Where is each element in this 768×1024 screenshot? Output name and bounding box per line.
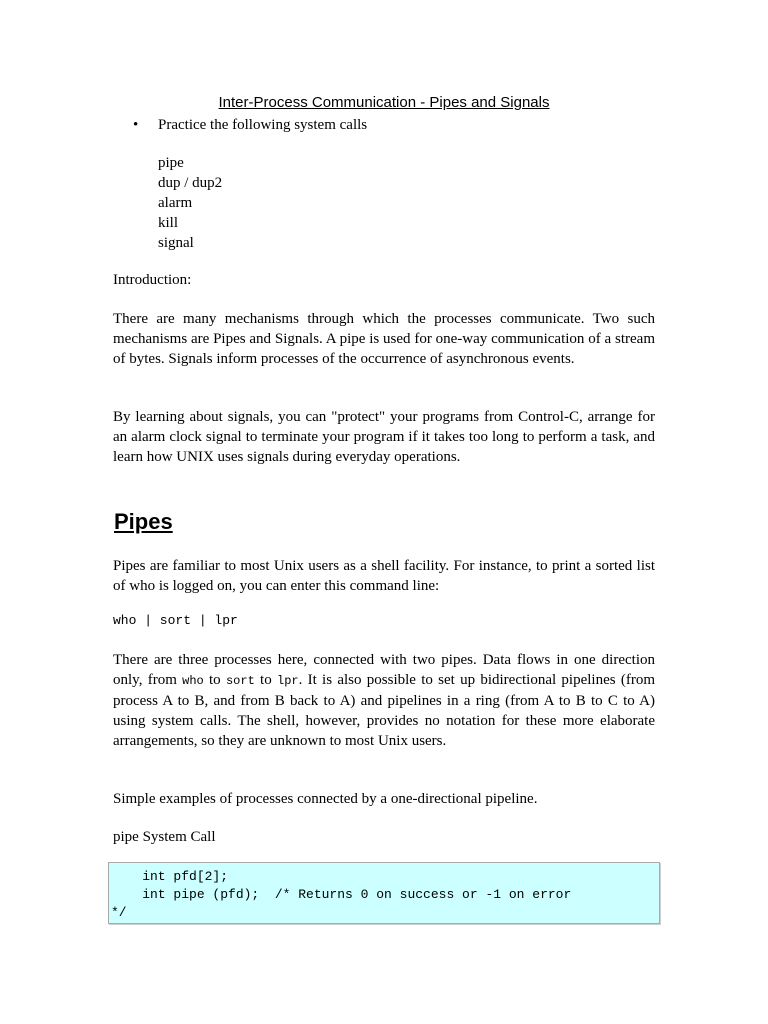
system-call-item: pipe	[158, 155, 184, 171]
pipes-heading: Pipes	[114, 509, 173, 534]
paragraph-pipes-intro	[113, 556, 655, 596]
system-call-item: signal	[158, 235, 194, 251]
paragraph-examples: Simple examples of processes connected by a one-directional pipeline.	[113, 791, 538, 807]
inline-code-who: who	[182, 674, 204, 688]
code-block	[108, 862, 660, 924]
paragraph-text: There are many mechanisms through which the processes communicate. Two such mechanisms are Pipes and Signals. A pipe is used for one-way communication of a stream of bytes. Signals inform processes of the occurrence of asynchronous events.	[113, 311, 655, 367]
code-text: int pfd[2]; int pipe (pfd); /* Returns 0 on success or -1 on error */	[111, 869, 572, 920]
paragraph-text-part: to	[203, 672, 226, 688]
system-calls-list	[158, 153, 222, 253]
document-title: Inter-Process Communication - Pipes and Signals	[218, 94, 550, 111]
paragraph-mechanisms	[113, 309, 655, 369]
paragraph-signals	[113, 407, 655, 467]
inline-code-lpr: lpr	[277, 674, 299, 688]
system-call-item: kill	[158, 215, 179, 231]
inline-code-sort: sort	[225, 674, 255, 688]
paragraph-processes	[113, 650, 655, 751]
system-call-item: dup / dup2	[158, 175, 223, 191]
paragraph-text-part: There are three processes here, connected with two pipes. Data flows in one direction only, from	[113, 652, 655, 688]
introduction-label: Introduction:	[113, 272, 192, 288]
bullet-text: Practice the following system calls	[158, 117, 368, 133]
paragraph-text	[113, 650, 655, 751]
paragraph-text: Pipes are familiar to most Unix users as a shell facility. For instance, to print a sorted list of who is logged on, you can enter this command line:	[113, 558, 655, 594]
paragraph-text: By learning about signals, you can "protect" your programs from Control-C, arrange for an alarm clock signal to terminate your program if it takes too long to perform a task, and learn how UNIX uses signals during everyday operations.	[113, 409, 655, 465]
paragraph-text-part: to	[254, 672, 277, 688]
bullet-marker: •	[133, 117, 139, 133]
pipe-system-call-label: pipe System Call	[113, 829, 216, 845]
command-line-example: who | sort | lpr	[113, 613, 238, 628]
system-call-item: alarm	[158, 195, 193, 211]
paragraph-text-part: . It is also possible to set up bidirectional pipelines (from process A to B, and from B back to A) and pipelines in a ring (from A to B to C to A) using system calls. The shell, however, provides no notation for these more elaborate arrangements, so they are unknown to most Unix users.	[113, 672, 655, 749]
